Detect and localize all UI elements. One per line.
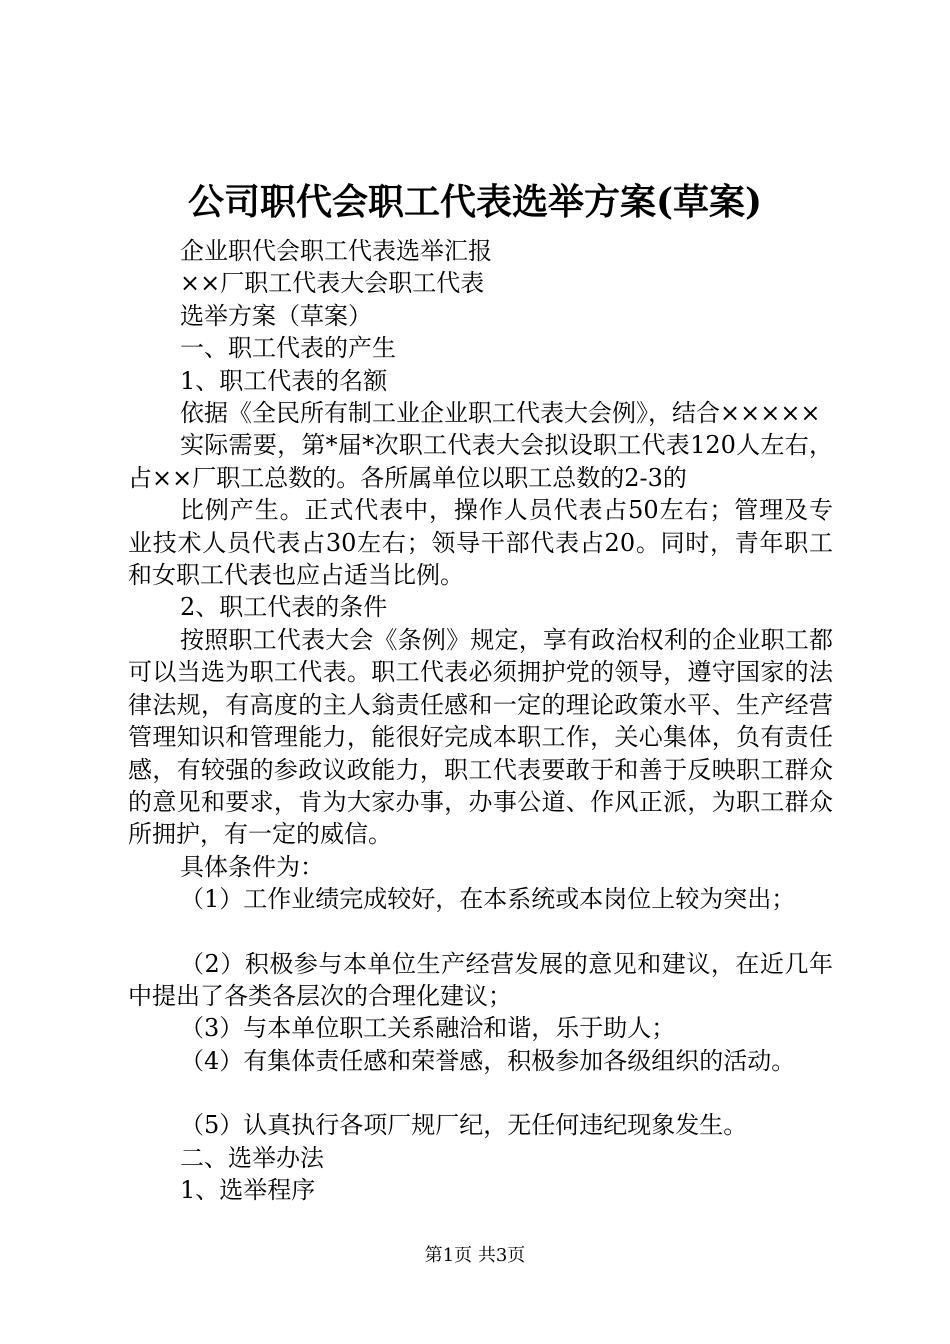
list-item: （5）认真执行各项厂规厂纪，无任何违纪现象发生。 xyxy=(180,1111,748,1140)
paragraph: 企业职代会职工代表选举汇报 xyxy=(180,237,492,265)
document-title: 公司职代会职工代表选举方案(草案) xyxy=(187,181,763,223)
paragraph: 实际需要，第*届*次职工代表大会拟设职工代表120人左右，占××厂职工总数的。各所属单位以职工总数的2-3的 xyxy=(128,431,833,492)
paragraph: 选举方案（草案） xyxy=(180,301,372,330)
list-item: （3）与本单位职工关系融洽和谐，乐于助人； xyxy=(180,1014,676,1043)
list-item: （1）工作业绩完成较好，在本系统或本岗位上较为突出； xyxy=(180,885,796,914)
paragraph: 具体条件为： xyxy=(180,852,324,881)
section-heading: 二、选举办法 xyxy=(180,1143,324,1172)
list-item: （4）有集体责任感和荣誉感，积极参加各级组织的活动。 xyxy=(180,1046,796,1075)
paragraph: ××厂职工代表大会职工代表 xyxy=(180,269,485,298)
paragraph: 按照职工代表大会《条例》规定，享有政治权利的企业职工都可以当选为职工代表。职工代表必须拥护党的领导，遵守国家的法律法规，有高度的主人翁责任感和一定的理论政策水平、生产经营管理知识和管理能力，能很好完成本职工作，关心集体，负有责任感，有较强的参政议政能力，职工代表要敢于和善于反映职工群众的意见和要求，肯为大家办事，办事公道、作风正派，为职工群众所拥护，有一定的威信。 xyxy=(128,625,833,849)
section-heading: 一、职工代表的产生 xyxy=(180,334,396,363)
document-body xyxy=(128,235,833,1206)
subsection-heading: 1、选举程序 xyxy=(180,1175,316,1204)
list-item: （2）积极参与本单位生产经营发展的意见和建议，在近几年中提出了各类各层次的合理化建议； xyxy=(128,949,833,1010)
subsection-heading: 1、职工代表的名额 xyxy=(180,366,388,395)
page-indicator: 第1页 共3页 xyxy=(424,1245,526,1266)
paragraph: 比例产生。正式代表中，操作人员代表占50左右；管理及专业技术人员代表占30左右；领导干部代表占20。同时，青年职工和女职工代表也应占适当比例。 xyxy=(128,496,833,590)
paragraph: 依据《全民所有制工业企业职工代表大会例》，结合××××× xyxy=(180,399,821,428)
subsection-heading: 2、职工代表的条件 xyxy=(180,593,388,622)
